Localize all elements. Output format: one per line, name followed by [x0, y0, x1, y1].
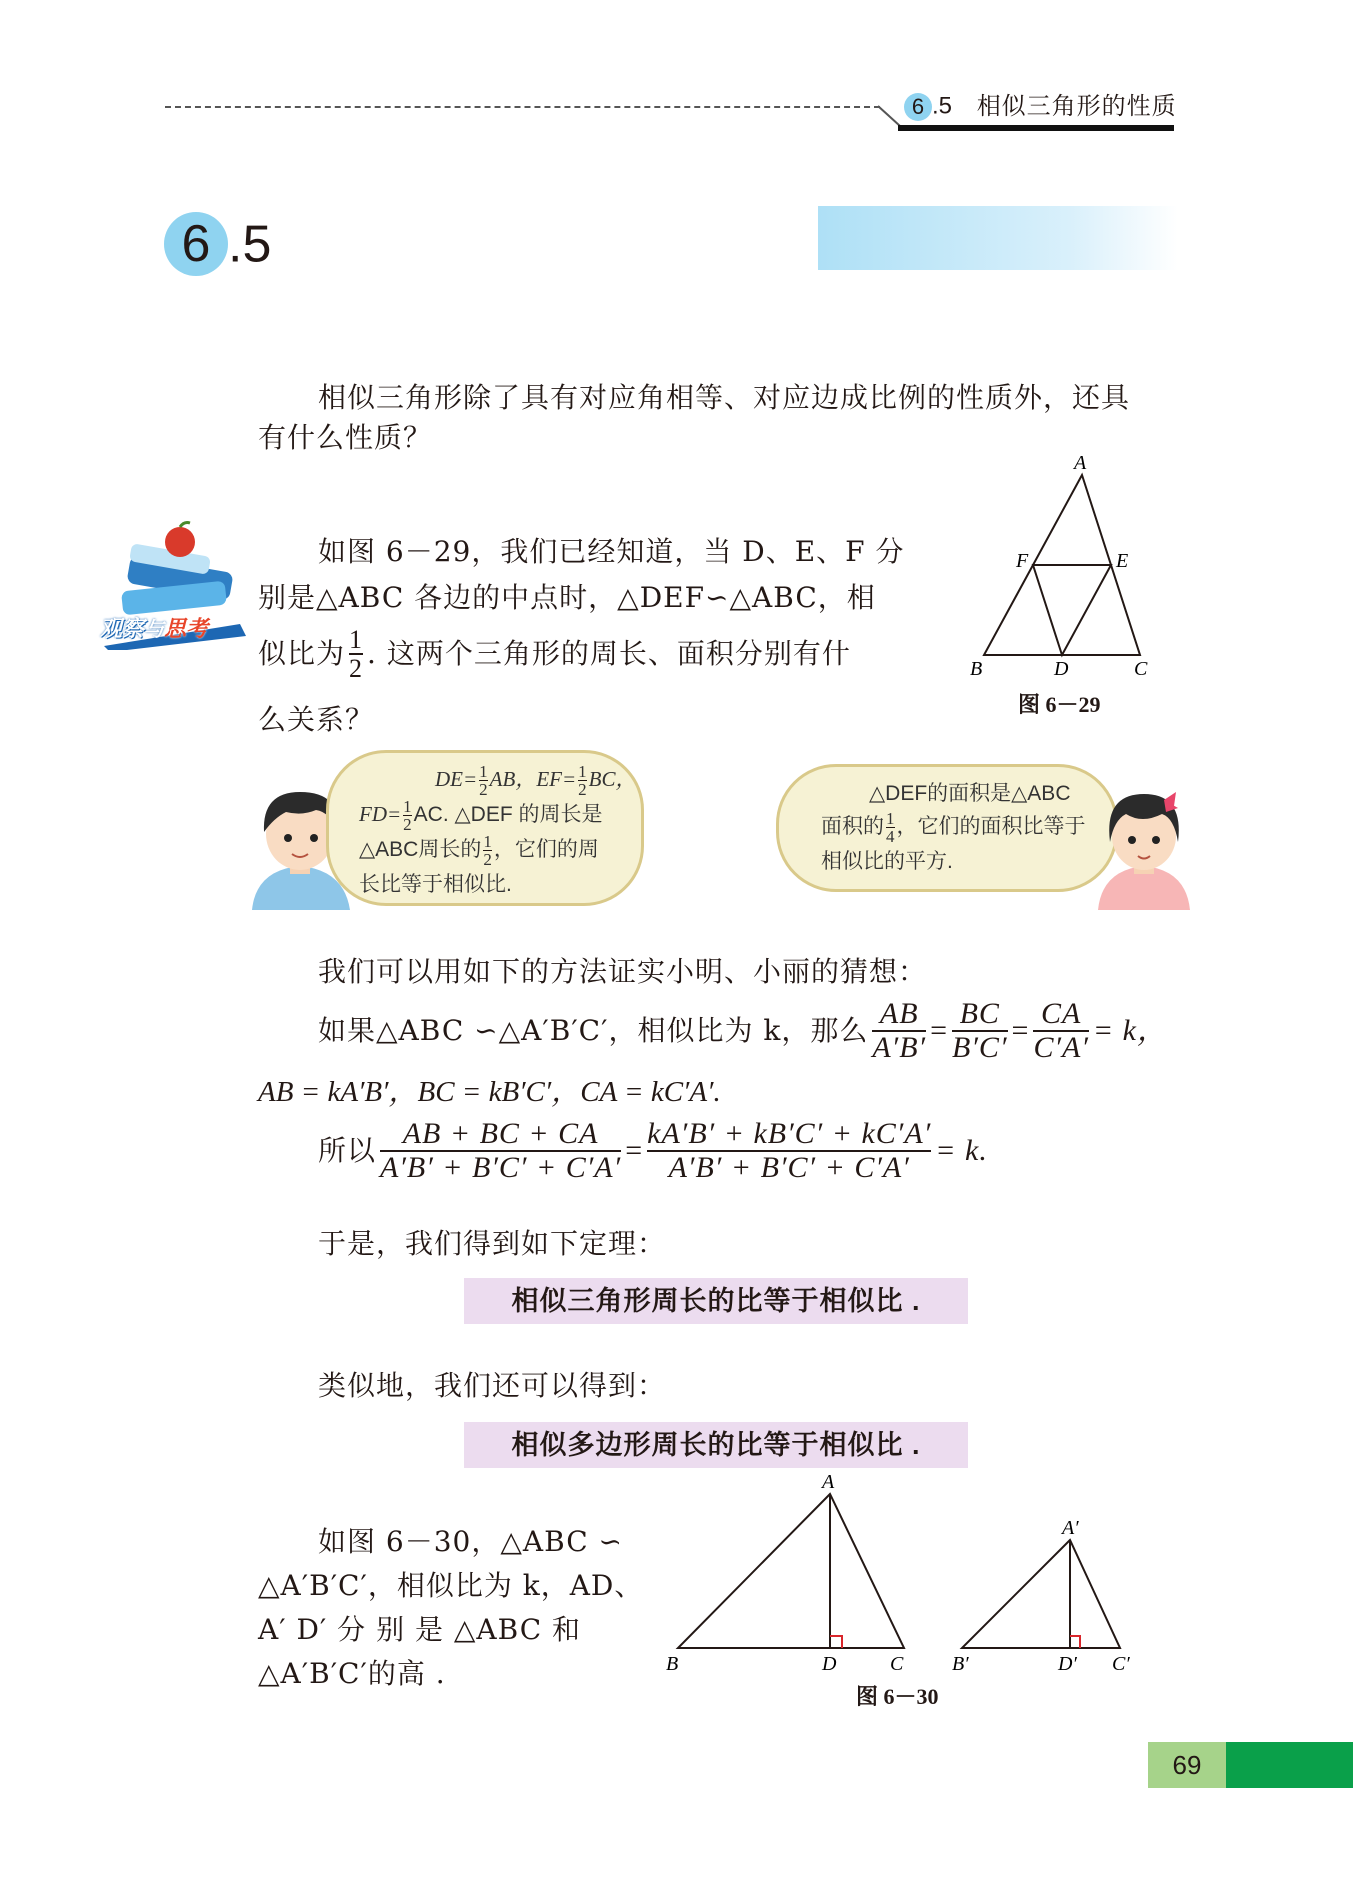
page-number-bar — [1226, 1742, 1353, 1788]
fig630-label-b2: B′ — [952, 1653, 969, 1675]
girl-line-1: △DEF的面积是△ABC — [869, 782, 1071, 805]
page-number: 69 — [1148, 1742, 1226, 1788]
fig630-label-a2: A′ — [1062, 1517, 1079, 1539]
section-banner — [818, 206, 1178, 270]
fig629-label-a: A — [1074, 455, 1087, 474]
equals-sign-3: = — [625, 1133, 644, 1167]
header-section — [904, 90, 1177, 123]
half-fraction — [349, 626, 363, 683]
equals-sign-1: = — [930, 1013, 949, 1047]
proof-line-3: AB = kA′B′，BC = kB′C′，CA = kC′A′. — [258, 1076, 721, 1108]
similar-intro: 类似地，我们还可以得到： — [318, 1369, 667, 1402]
triangle-def — [1033, 565, 1111, 655]
figure-6-29 — [970, 455, 1160, 685]
section-heading-rest: .5 — [228, 215, 272, 274]
example-line-4: △A′B′C′的高 . — [258, 1657, 446, 1690]
observe-line-4: 么关系？ — [258, 703, 375, 736]
equals-sign-2: = — [1011, 1013, 1030, 1047]
header-section-rest: .5 — [932, 92, 953, 120]
theorem-triangle-perimeter: 相似三角形周长的比等于相似比 . — [464, 1278, 968, 1324]
header-underline — [898, 125, 1174, 131]
figure-6-30 — [660, 1470, 1140, 1680]
perimeter-ratio-left: $\frac{AB + BC + CA}{A'B' + B'C' + C'A'}$ — [380, 1117, 622, 1184]
fig630-label-c: C — [890, 1653, 904, 1675]
proof-eq-end: = k. — [935, 1133, 988, 1167]
triangle-abc-large — [678, 1494, 904, 1648]
observe-line-3-a: 似比为 — [258, 637, 346, 671]
header-rule — [165, 106, 880, 108]
fig630-label-c2: C′ — [1112, 1653, 1130, 1675]
ratio-ab: $\frac{AB}{A'B'}$ — [872, 997, 927, 1064]
triangle-abc-small — [962, 1540, 1120, 1648]
right-angle-d — [830, 1636, 842, 1648]
fig630-label-b: B — [666, 1653, 679, 1675]
header-section-circle: 6 — [904, 93, 932, 121]
fig630-label-a: A — [822, 1471, 835, 1493]
girl-avatar — [1094, 786, 1194, 910]
intro-line-1: 相似三角形除了具有对应角相等、对应边成比例的性质外，还具 — [318, 381, 1131, 414]
boy-line-3: △ABC周长的 $\frac{1}{2}$ ，它们的周 — [359, 832, 599, 869]
fig629-label-e: E — [1116, 550, 1129, 572]
fig629-label-d: D — [1054, 658, 1069, 680]
boy-line-1: DE= $\frac{1}{2}$ AB，EF= $\frac{1}{2}$ BC， — [435, 762, 637, 799]
perimeter-ratio-right: $\frac{kA'B' + kB'C' + kC'A'}{A'B' + B'C' + C'A'}$ — [647, 1117, 932, 1184]
right-angle-d2 — [1070, 1636, 1080, 1648]
observe-label-c: 思考 — [164, 616, 209, 641]
fig629-label-c: C — [1134, 658, 1148, 680]
example-line-2: △A′B′C′，相似比为 k，AD、 — [258, 1569, 644, 1602]
fig629-label-b: B — [970, 658, 983, 680]
proof-eq-k: = k， — [1092, 1013, 1168, 1047]
observe-line-3 — [258, 626, 851, 683]
theorem-intro: 于是，我们得到如下定理： — [318, 1227, 667, 1260]
example-line-3: A′ D′ 分 别 是 △ABC 和 — [258, 1613, 582, 1646]
observe-line-2: 别是△ABC 各边的中点时，△DEF∽△ABC，相 — [258, 581, 876, 614]
fig629-label-f: F — [1016, 550, 1029, 572]
theorem-polygon-perimeter: 相似多边形周长的比等于相似比 . — [464, 1422, 968, 1468]
proof-line-2-a: 如果△ABC ∽△A′B′C′，相似比为 k，那么 — [318, 1013, 869, 1047]
boy-line-2: FD= $\frac{1}{2}$ AC. △DEF 的周长是 — [359, 797, 603, 834]
ratio-ca: $\frac{CA}{C'A'}$ — [1033, 997, 1089, 1064]
observe-think-icon — [100, 520, 250, 650]
proof-line-4 — [318, 1118, 988, 1183]
intro-line-2: 有什么性质？ — [258, 421, 433, 454]
proof-line-2 — [318, 998, 1168, 1063]
boy-line-4: 长比等于相似比. — [359, 873, 512, 896]
figure-6-30-caption: 图 6－30 — [856, 1684, 939, 1709]
fig630-label-d2: D′ — [1058, 1653, 1077, 1675]
proof-line-1: 我们可以用如下的方法证实小明、小丽的猜想： — [318, 955, 928, 988]
girl-line-2: 面积的 $\frac{1}{4}$ ，它们的面积比等于 — [821, 809, 1086, 846]
section-heading-circle: 6 — [164, 212, 228, 276]
observe-label-b: 与 — [144, 619, 165, 641]
example-line-1: 如图 6－30，△ABC ∽ — [318, 1525, 623, 1558]
girl-line-3: 相似比的平方. — [821, 850, 953, 873]
ratio-bc: $\frac{BC}{B'C'}$ — [952, 997, 1008, 1064]
section-heading — [164, 206, 271, 276]
half-num: 1 — [349, 625, 364, 654]
header-section-title: 相似三角形的性质 — [976, 92, 1177, 120]
proof-line-4-a: 所以 — [318, 1133, 377, 1167]
observe-line-3-b: . 这两个三角形的周长、面积分别有什 — [367, 637, 851, 671]
observe-label-a: 观察 — [100, 616, 145, 641]
half-den: 2 — [349, 654, 364, 684]
boy-speech-bubble — [326, 750, 644, 906]
figure-6-29-caption: 图 6－29 — [1018, 692, 1101, 717]
fig630-label-d: D — [822, 1653, 837, 1675]
girl-speech-bubble — [776, 764, 1118, 892]
observe-line-1: 如图 6－29，我们已经知道，当 D、E、F 分 — [318, 535, 905, 568]
